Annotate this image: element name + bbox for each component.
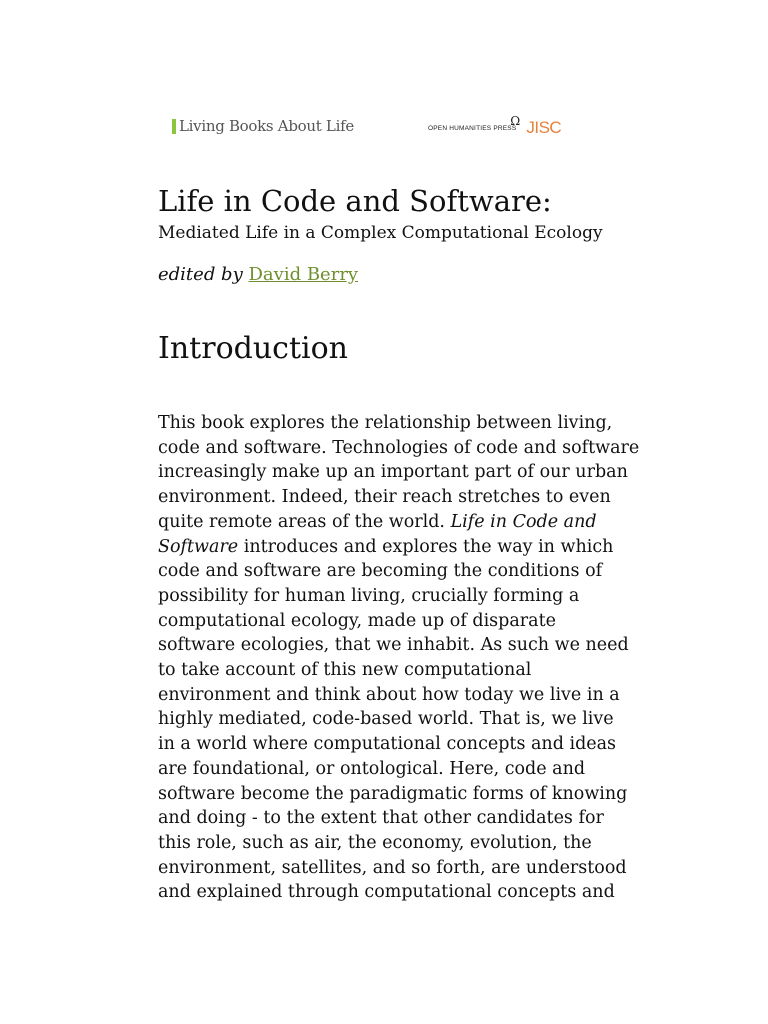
paragraph-text: in a world where computational concepts and ideas (158, 734, 617, 755)
paragraph-line (158, 732, 658, 757)
paragraph-text: and doing - to the extent that other candidates for (158, 808, 604, 829)
paragraph-line (158, 782, 658, 807)
open-humanities-press-label: OPEN HUMANITIES PRESS (428, 125, 517, 132)
paragraph-line (158, 831, 658, 856)
paragraph-text: code and software are becoming the conditions of (158, 561, 603, 582)
open-humanities-press-logo (428, 114, 521, 136)
paragraph-line (158, 707, 658, 732)
paragraph-line (158, 510, 658, 535)
paragraph-text: quite remote areas of the world. (158, 511, 451, 532)
paragraph-line (158, 460, 658, 485)
paragraph-line (158, 411, 658, 436)
paragraph-text: software ecologies, that we inhabit. As such we need (158, 635, 629, 656)
editor-prefix: edited by (158, 264, 243, 285)
section-heading: Introduction (158, 331, 348, 366)
introduction-paragraph (158, 411, 658, 905)
paragraph-text: to take account of this new computational (158, 660, 532, 681)
paragraph-line (158, 683, 658, 708)
paragraph-text: highly mediated, code-based world. That is, we live (158, 709, 614, 730)
publisher-logos (428, 110, 561, 136)
paragraph-line (158, 658, 658, 683)
paragraph-line (158, 757, 658, 782)
paragraph-line (158, 584, 658, 609)
paragraph-text: possibility for human living, crucially forming a (158, 585, 580, 606)
book-title: Life in Code and Software: (158, 184, 552, 218)
jisc-logo: JISC (526, 118, 562, 137)
paragraph-text: This book explores the relationship between living, (158, 413, 613, 433)
paragraph-text: software become the paradigmatic forms of knowing (158, 783, 628, 804)
paragraph-text: environment. Indeed, their reach stretches to even (158, 487, 611, 508)
paragraph-line (158, 535, 658, 560)
paragraph-text: and explained through computational concepts and (158, 882, 615, 903)
paragraph-line (158, 609, 658, 634)
paragraph-text: increasingly make up an important part of our urban (158, 462, 628, 483)
paragraph-text: introduces and explores the way in which (238, 536, 614, 557)
paragraph-line (158, 436, 658, 461)
paragraph-text: environment and think about how today we live in a (158, 684, 620, 705)
paragraph-text: are foundational, or ontological. Here, code and (158, 758, 586, 779)
paragraph-text: computational ecology, made up of disparate (158, 610, 556, 631)
living-books-label: Living Books About Life (179, 117, 354, 135)
paragraph-text: code and software. Technologies of code and software (158, 437, 640, 458)
paragraph-line (158, 633, 658, 658)
italic-book-title: Life in Code and (450, 511, 597, 532)
italic-book-title: Software (158, 536, 239, 557)
paragraph-line (158, 856, 658, 881)
paragraph-text: environment, satellites, and so forth, are understood (158, 857, 627, 878)
editor-credit (158, 264, 358, 285)
green-bar-icon (172, 119, 176, 134)
paragraph-line (158, 880, 658, 905)
omega-mark-icon: Ω (510, 114, 521, 128)
paragraph-line (158, 485, 658, 510)
editor-name-link[interactable]: David Berry (248, 264, 359, 285)
book-subtitle: Mediated Life in a Complex Computational Ecology (158, 223, 603, 243)
paragraph-line (158, 806, 658, 831)
living-books-logo (172, 115, 354, 137)
paragraph-text: this role, such as air, the economy, evolution, the (158, 832, 592, 853)
paragraph-line (158, 559, 658, 584)
